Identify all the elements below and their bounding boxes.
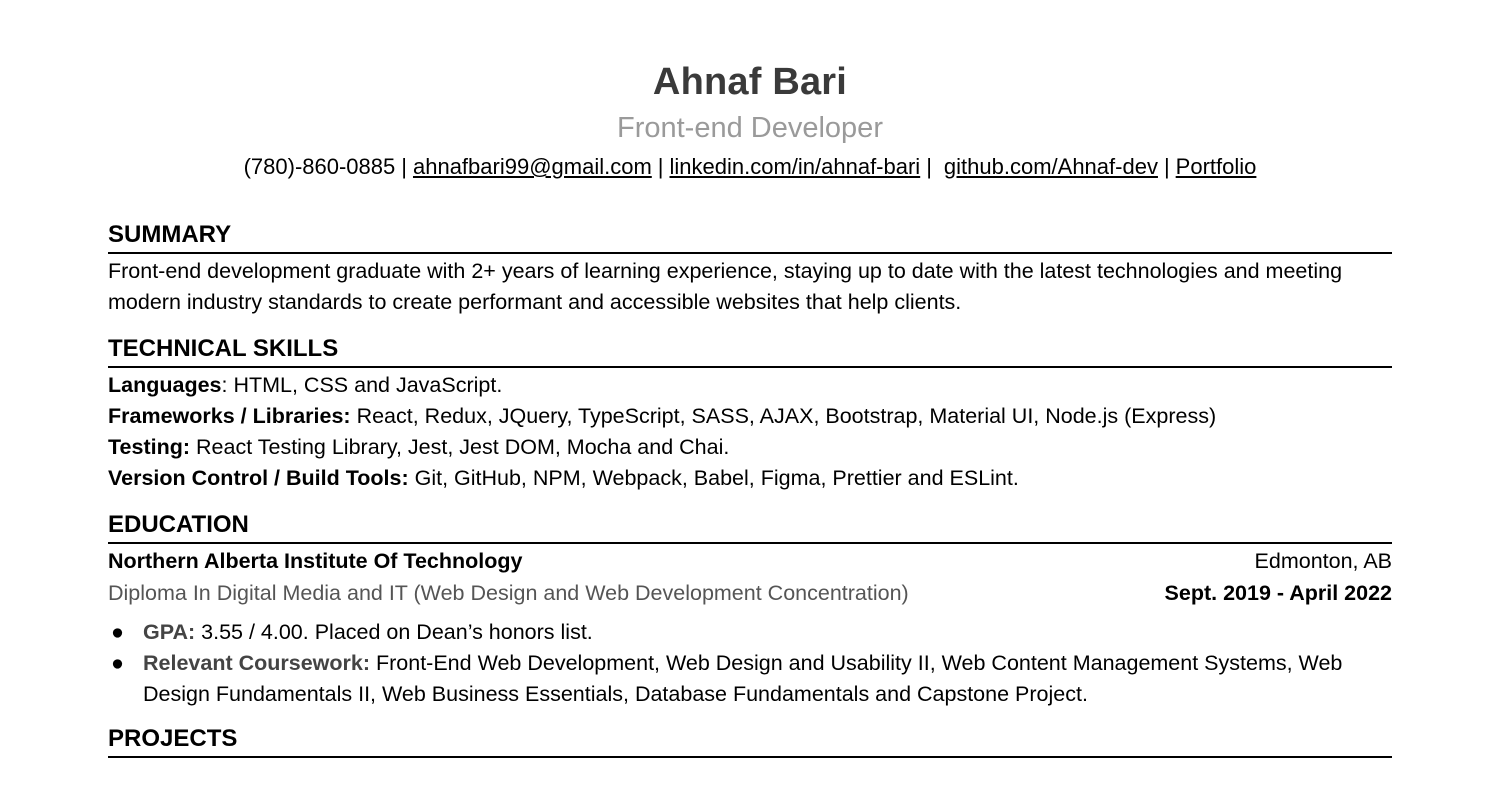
bullet-icon: ●	[111, 651, 124, 675]
skill-value: Git, GitHub, NPM, Webpack, Babel, Figma, Prettier and ESLint.	[414, 466, 1019, 490]
skill-value: React, Redux, JQuery, TypeScript, SASS, AJAX, Bootstrap, Material UI, Node.js (Express)	[356, 404, 1217, 428]
skills-list	[108, 370, 1392, 494]
skill-testing	[108, 432, 1392, 463]
projects-section	[108, 722, 1392, 758]
education-section	[108, 508, 1392, 710]
candidate-name: Ahnaf Bari	[652, 61, 848, 103]
separator: |	[926, 154, 932, 179]
projects-heading: PROJECTS	[108, 722, 1392, 758]
skills-heading: TECHNICAL SKILLS	[108, 332, 1392, 368]
resume-header	[0, 58, 1500, 182]
degree-name: Diploma In Digital Media and IT (Web Design and Web Development Concentration)	[108, 581, 909, 605]
phone-number: (780)-860-0885	[243, 154, 396, 179]
school-location: Edmonton, AB	[1254, 549, 1392, 573]
separator: |	[401, 154, 407, 179]
linkedin-link[interactable]: linkedin.com/in/ahnaf-bari	[669, 154, 921, 179]
skill-value: HTML, CSS and JavaScript.	[233, 373, 503, 397]
contact-line	[0, 152, 1500, 182]
bullet-text: Front-End Web Development, Web Design and Usability II, Web Content Management Systems, Web Design Fundamentals II, Web Business Essentials, Database Fundamentals and Capstone Project.	[143, 651, 1343, 706]
skill-separator: :	[221, 373, 234, 397]
bullet-label: Relevant Coursework:	[143, 651, 371, 675]
portfolio-link[interactable]: Portfolio	[1175, 154, 1257, 179]
candidate-role: Front-end Developer	[617, 112, 883, 144]
skill-label: Version Control / Build Tools:	[108, 466, 409, 490]
bullet-icon: ●	[111, 620, 124, 644]
skill-label: Frameworks / Libraries:	[108, 404, 351, 428]
skills-section	[108, 332, 1392, 494]
skill-frameworks	[108, 401, 1392, 432]
skill-value: React Testing Library, Jest, Jest DOM, Mocha and Chai.	[196, 435, 730, 459]
skill-label: Languages	[108, 373, 222, 397]
list-item	[108, 617, 1392, 648]
bullet-label: GPA:	[143, 620, 196, 644]
resume-body	[108, 218, 1392, 772]
education-row	[108, 545, 1392, 577]
degree-row	[108, 577, 1392, 609]
summary-heading: SUMMARY	[108, 218, 1392, 254]
school-name: Northern Alberta Institute Of Technology	[108, 549, 523, 573]
skill-label: Testing:	[108, 435, 191, 459]
skill-languages	[108, 370, 1392, 401]
list-item	[108, 648, 1392, 710]
skill-version-control	[108, 463, 1392, 494]
education-bullets	[108, 617, 1392, 710]
separator: |	[657, 154, 664, 179]
github-link[interactable]: github.com/Ahnaf-dev	[943, 154, 1158, 179]
education-dates: Sept. 2019 - April 2022	[1164, 581, 1392, 605]
summary-section	[108, 218, 1392, 318]
separator: |	[1163, 154, 1170, 179]
summary-text: Front-end development graduate with 2+ years of learning experience, staying up to date with the latest technologies and meeting modern industry standards to create performant and accessible websites that help clients.	[108, 259, 1343, 314]
education-heading: EDUCATION	[108, 508, 1392, 544]
bullet-text: 3.55 / 4.00. Placed on Dean’s honors list.	[201, 620, 593, 644]
email-link[interactable]: ahnafbari99@gmail.com	[412, 154, 652, 179]
